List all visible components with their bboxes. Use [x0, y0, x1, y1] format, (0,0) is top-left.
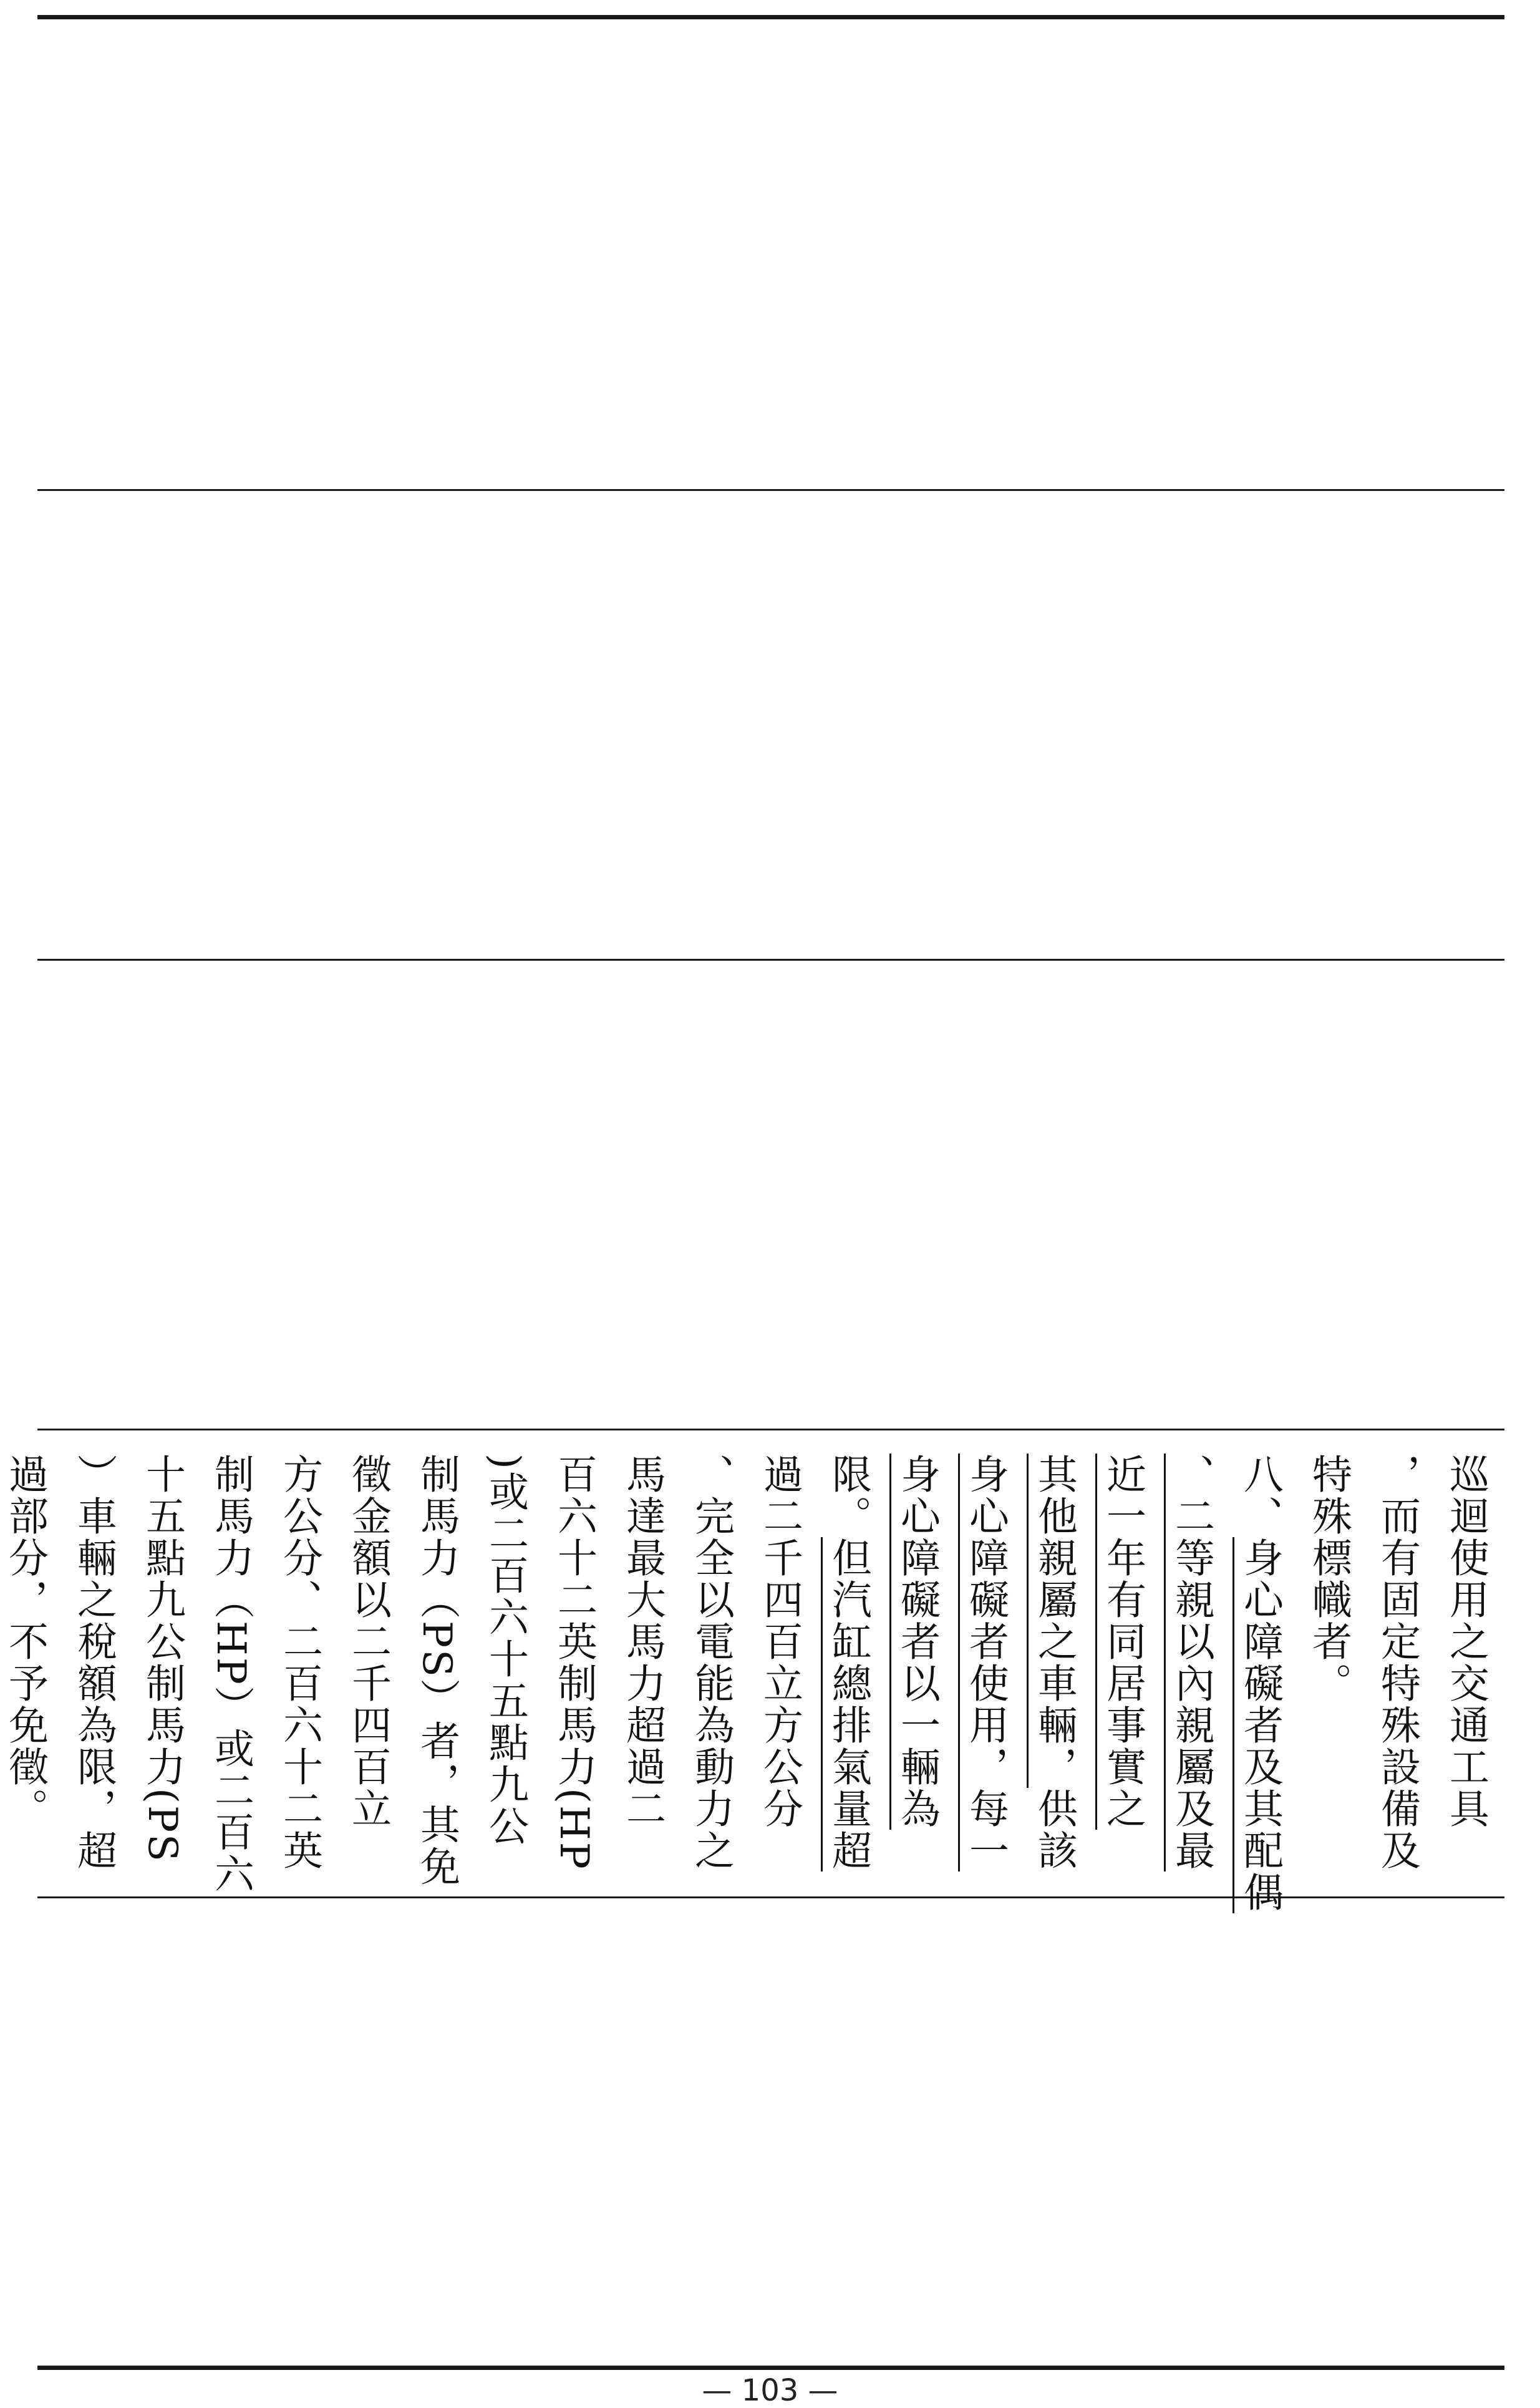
text-column-3: 特殊標幟者。 — [1305, 1454, 1352, 1704]
amended-text: 其他親屬之車輛， — [1031, 1454, 1077, 1788]
text-column-15: )或二百六十五點九公 — [482, 1454, 528, 1847]
text-column-17: 徵金額以二千四百立 — [345, 1454, 391, 1830]
text-column-22: 過部分，不予免徵。 — [2, 1454, 48, 1830]
text-column-16: 制馬力（PS）者，其免 — [414, 1454, 460, 1888]
text-column-19: 制馬力（HP）或二百六 — [208, 1454, 254, 1895]
amended-text: 、二等親以內親屬及最 — [1168, 1454, 1214, 1872]
text-column-8 — [961, 1454, 1010, 1872]
text-column-10: 限。但汽缸總排氣量超 — [825, 1454, 871, 1872]
text-column-4: 八、身心障礙者及其配偶 — [1237, 1454, 1283, 1913]
text-column-9 — [892, 1454, 942, 1830]
amended-text: 近一年有同居事實之 — [1100, 1454, 1146, 1830]
amended-text: 身心障礙者使用， — [962, 1454, 1009, 1788]
page-number: — 103 — — [702, 2373, 838, 2408]
text-column-13: 馬達最大馬力超過二 — [619, 1454, 666, 1830]
text-column-21: ）車輛之稅額為限，超 — [70, 1454, 117, 1872]
amended-text: 身心障礙者及其配偶 — [1237, 1537, 1283, 1913]
rule-bottom — [37, 2366, 1504, 2370]
text-column-7: 其他親屬之車輛，供該 — [1031, 1454, 1077, 1872]
text-column-2: ，而有固定特殊設備及 — [1374, 1454, 1420, 1872]
amended-text: 但汽缸總排氣量超 — [825, 1537, 871, 1872]
text-column-20: 十五點九公制馬力(PS — [139, 1454, 185, 1863]
text-column-12: 、完全以電能為動力之 — [688, 1454, 734, 1872]
text-column-1: 巡迴使用之交通工具 — [1443, 1454, 1489, 1830]
rule-top — [37, 15, 1504, 19]
text-column-14: 百六十二英制馬力(HP — [551, 1454, 597, 1871]
rule-divider-2 — [37, 959, 1504, 961]
rule-divider-1 — [37, 489, 1504, 491]
amended-text: 每一 — [962, 1788, 1009, 1872]
text-column-5 — [1166, 1454, 1216, 1872]
amended-text: 身心障礙者以一輛為 — [894, 1454, 940, 1830]
rule-divider-3 — [37, 1429, 1504, 1430]
text-column-11: 過二千四百立方公分 — [757, 1454, 803, 1830]
text-column-6 — [1098, 1454, 1148, 1830]
text-column-18: 方公分、二百六十二英 — [276, 1454, 322, 1872]
